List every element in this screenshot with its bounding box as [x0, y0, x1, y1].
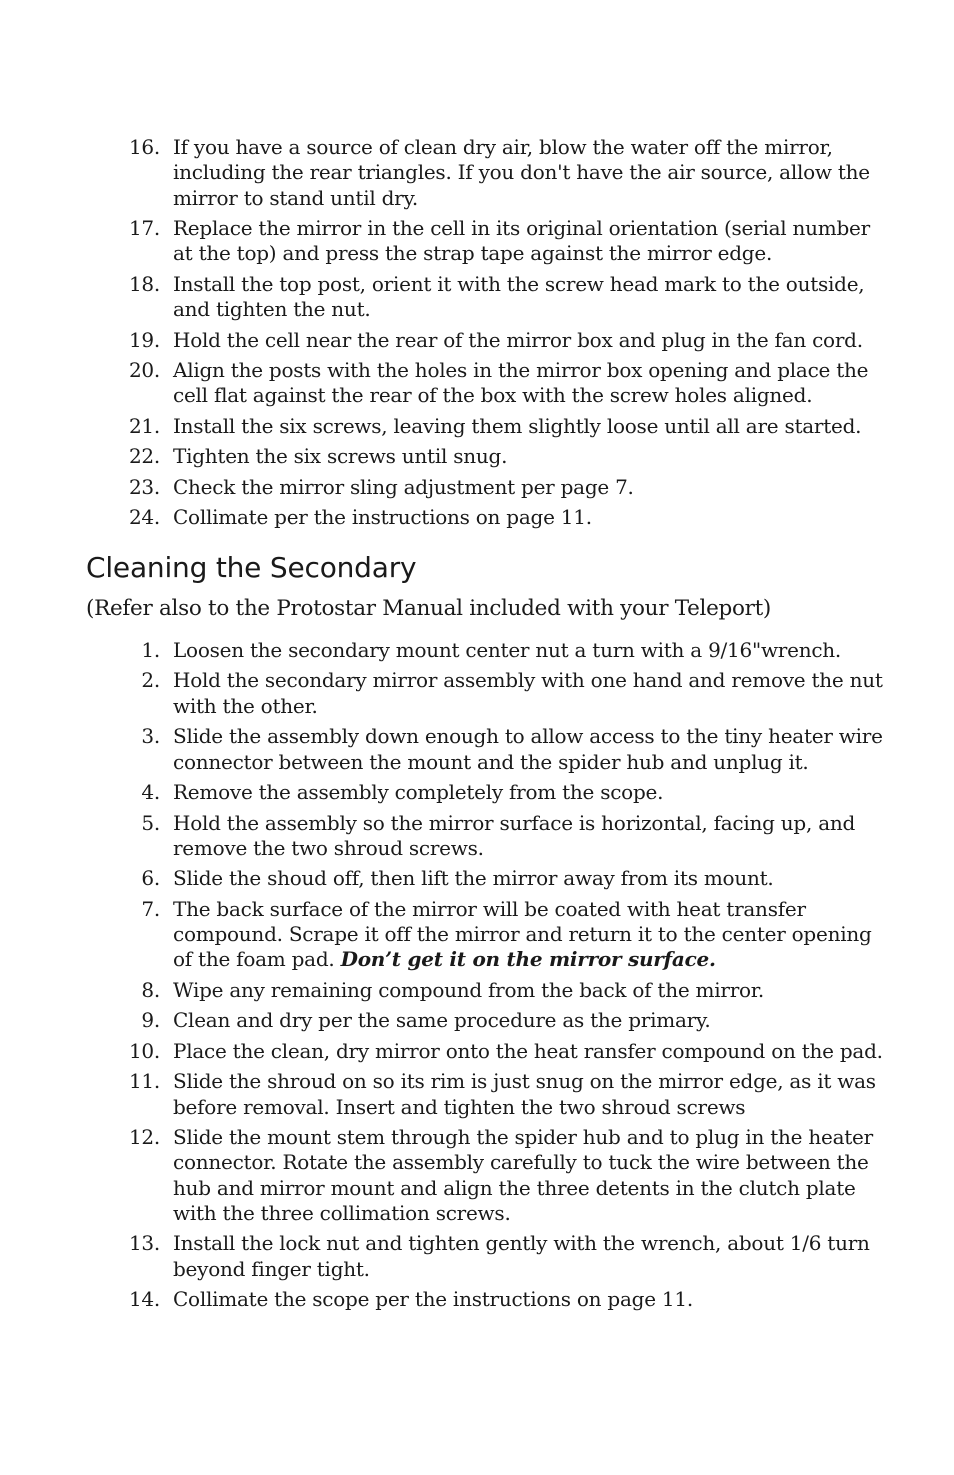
step-number: 4. [141, 780, 160, 805]
step-number: 22. [128, 444, 160, 469]
list-item [0, 866, 885, 891]
step-number: 14. [128, 1287, 160, 1312]
step-number: 24. [128, 505, 160, 530]
step-text: Slide the mount stem through the spider hub and to plug in the heater connector. Rotate the assembly carefully to tuck the wire between the hub and mirror mount and align the three detents in the clutch plate with the three collimation screws. [173, 1125, 873, 1225]
step-text: Install the lock nut and tighten gently with the wrench, about 1/6 turn beyond finger tight. [173, 1231, 870, 1281]
step-number: 10. [128, 1038, 160, 1063]
step-number: 9. [141, 1008, 160, 1033]
list-item [0, 1008, 885, 1033]
step-text: Replace the mirror in the cell in its original orientation (serial number at the top) and press the strap tape against the mirror edge. [173, 216, 870, 266]
list-item [0, 1069, 885, 1120]
step-text: Slide the shroud on so its rim is just snug on the mirror edge, as it was before removal. Insert and tighten the two shroud screws [173, 1069, 876, 1119]
secondary-steps-list [0, 638, 954, 1318]
step-text: Collimate per the instructions on page 11. [173, 505, 592, 530]
step-number: 1. [141, 638, 160, 662]
step-text: Wipe any remaining compound from the back of the mirror. [173, 977, 765, 1002]
step-text: Tighten the six screws until snug. [173, 444, 508, 469]
step-text: Hold the cell near the rear of the mirror box and plug in the fan cord. [173, 327, 863, 352]
step-number: 16. [128, 135, 160, 159]
list-item [0, 780, 885, 805]
step-text: Check the mirror sling adjustment per page 7. [173, 474, 634, 499]
step-text: Install the six screws, leaving them slightly loose until all are started. [173, 413, 862, 438]
step-text: Hold the secondary mirror assembly with one hand and remove the nut with the other. [173, 668, 883, 718]
step-number: 8. [141, 977, 160, 1002]
step-number: 19. [128, 327, 160, 352]
list-item [0, 505, 885, 530]
step-text: Clean and dry per the same procedure as the primary. [173, 1008, 711, 1033]
list-item [0, 724, 885, 775]
step-number: 12. [128, 1125, 160, 1150]
list-item [0, 1039, 885, 1064]
list-item [0, 811, 885, 862]
list-item [0, 638, 885, 663]
warning-emphasis: Don’t get it on the mirror surface. [340, 947, 716, 972]
step-text: Align the posts with the holes in the mirror box opening and place the cell flat against the rear of the box with the screw holes aligned. [173, 358, 869, 408]
step-text: Install the top post, orient it with the screw head mark to the outside, and tighten the nut. [173, 271, 865, 322]
step-text: Slide the shoud off, then lift the mirror away from its mount. [173, 866, 774, 891]
step-text: Hold the assembly so the mirror surface is horizontal, facing up, and remove the two shroud screws. [173, 810, 856, 860]
step-number: 11. [128, 1069, 160, 1094]
list-item [0, 414, 885, 439]
step-number: 21. [128, 413, 160, 438]
list-item [0, 216, 885, 267]
list-item [0, 328, 885, 353]
step-number: 20. [128, 358, 160, 383]
step-text: If you have a source of clean dry air, blow the water off the mirror, including the rear triangles. If you don't have the air source, allow the mirror to stand until dry. [173, 135, 870, 210]
section-reference-note: (Refer also to the Protostar Manual included with your Teleport) [86, 596, 772, 621]
step-text: Remove the assembly completely from the scope. [173, 780, 664, 805]
list-item [0, 668, 885, 719]
step-text [173, 897, 885, 973]
list-item [0, 1125, 885, 1226]
step-text: Loosen the secondary mount center nut a turn with a 9/16"wrench. [173, 638, 842, 662]
step-number: 13. [128, 1231, 160, 1256]
primary-steps-list [0, 135, 954, 536]
step-number: 23. [128, 474, 160, 499]
list-item [0, 444, 885, 469]
list-item [0, 475, 885, 500]
step-text: Slide the assembly down enough to allow access to the tiny heater wire connector between the mount and the spider hub and unplug it. [173, 724, 883, 774]
list-item [0, 272, 885, 323]
step-text: Collimate the scope per the instructions on page 11. [173, 1287, 693, 1312]
step-number: 5. [141, 810, 160, 835]
step-text: Place the clean, dry mirror onto the heat ransfer compound on the pad. [173, 1038, 883, 1063]
step-number: 2. [141, 668, 160, 693]
step-number: 18. [128, 271, 160, 296]
list-item [0, 358, 885, 409]
section-heading: Cleaning the Secondary [86, 551, 417, 584]
list-item [0, 897, 885, 973]
step-text-main: The back surface of the mirror will be coated with heat transfer compound. Scrape it off the mirror and return it to the center opening of the foam pad. [173, 896, 872, 972]
step-number: 3. [141, 724, 160, 749]
step-number: 17. [128, 216, 160, 241]
list-item [0, 1287, 885, 1312]
step-number: 7. [141, 896, 160, 921]
list-item [0, 135, 885, 211]
step-number: 6. [141, 866, 160, 891]
list-item [0, 1231, 885, 1282]
list-item [0, 978, 885, 1003]
